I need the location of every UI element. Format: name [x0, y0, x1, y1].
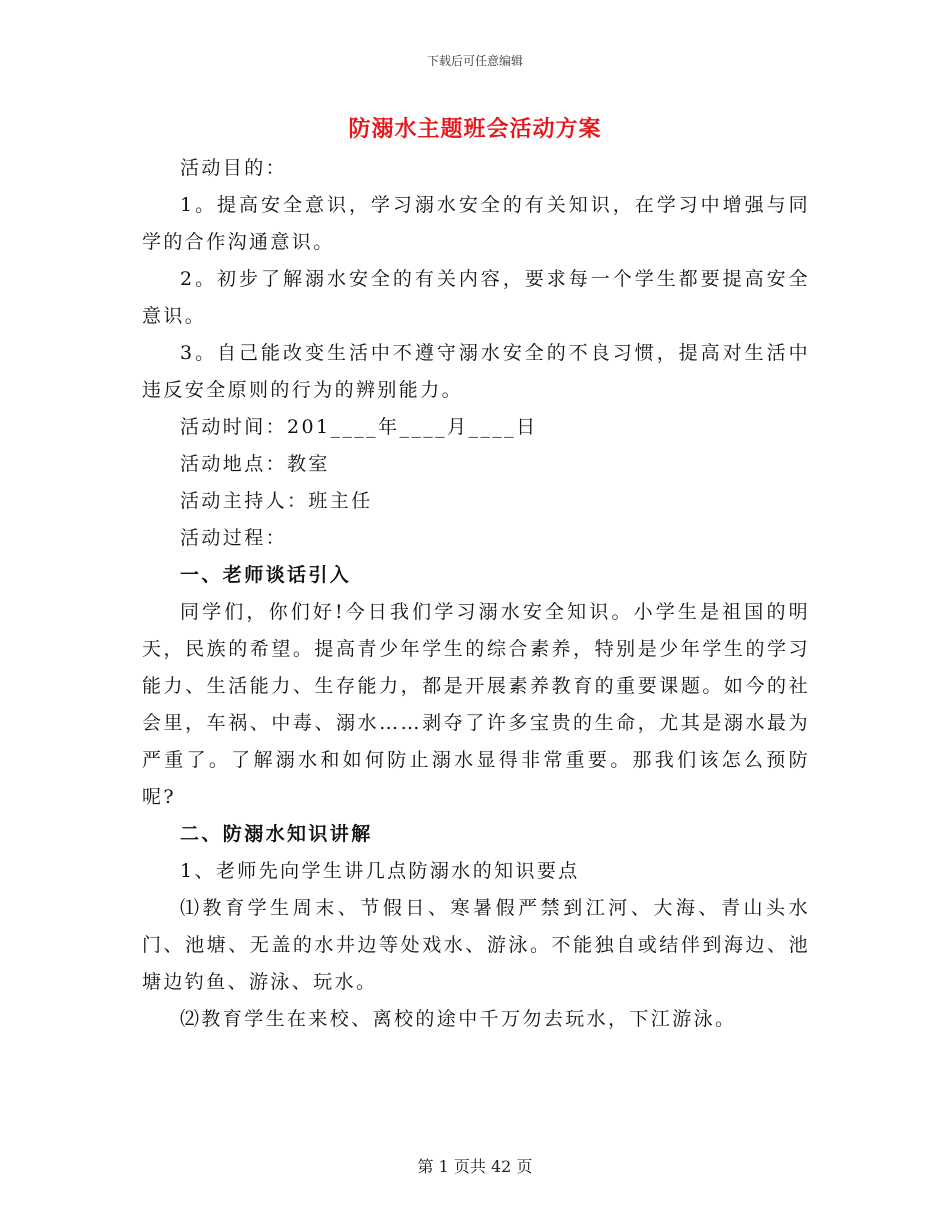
paragraph-knowledge-item-1: ⑴教育学生周末、节假日、寒暑假严禁到江河、大海、青山头水门、池塘、无盖的水井边等处戏水、游泳。不能独自或结伴到海边、池塘边钓鱼、游泳、玩水。: [142, 897, 810, 993]
paragraph-activity-time: 活动时间：201____年____月____日: [180, 416, 538, 438]
paragraph-purpose-1: 1。提高安全意识，学习溺水安全的有关知识，在学习中增强与同学的合作沟通意识。: [142, 194, 810, 253]
section-heading-knowledge: 二、防溺水知识讲解: [180, 823, 373, 845]
paragraph-knowledge-item-2: ⑵教育学生在来校、离校的途中千万勿去玩水，下江游泳。: [180, 1008, 737, 1030]
paragraph-purpose-3: 3。自己能改变生活中不遵守溺水安全的不良习惯，提高对生活中违反安全原则的行为的辨别能力。: [142, 342, 810, 401]
paragraph-intro-body: 同学们，你们好!今日我们学习溺水安全知识。小学生是祖国的明天，民族的希望。提高青少年学生的综合素养，特别是少年学生的学习能力、生活能力、生存能力，都是开展素养教育的重要课题。如今的社会里，车祸、中毒、溺水……剥夺了许多宝贵的生命，尤其是溺水最为严重了。了解溺水和如何防止溺水显得非常重要。那我们该怎么预防呢?: [142, 601, 810, 808]
section-heading-intro: 一、老师谈话引入: [180, 564, 352, 586]
paragraph-purpose-2: 2。初步了解溺水安全的有关内容，要求每一个学生都要提高安全意识。: [142, 268, 810, 327]
paragraph-purpose-label: 活动目的：: [180, 157, 288, 179]
paragraph-activity-location: 活动地点：教室: [180, 453, 330, 475]
page-footer: 第 1 页共 42 页: [417, 1157, 533, 1176]
paragraph-activity-process: 活动过程：: [180, 527, 288, 549]
paragraph-knowledge-1: 1、老师先向学生讲几点防溺水的知识要点: [180, 860, 580, 882]
document-title: 防溺水主题班会活动方案: [348, 116, 602, 142]
page-header: 下载后可任意编辑: [426, 54, 523, 68]
paragraph-activity-host: 活动主持人：班主任: [180, 490, 373, 512]
document-body: [142, 150, 810, 1038]
